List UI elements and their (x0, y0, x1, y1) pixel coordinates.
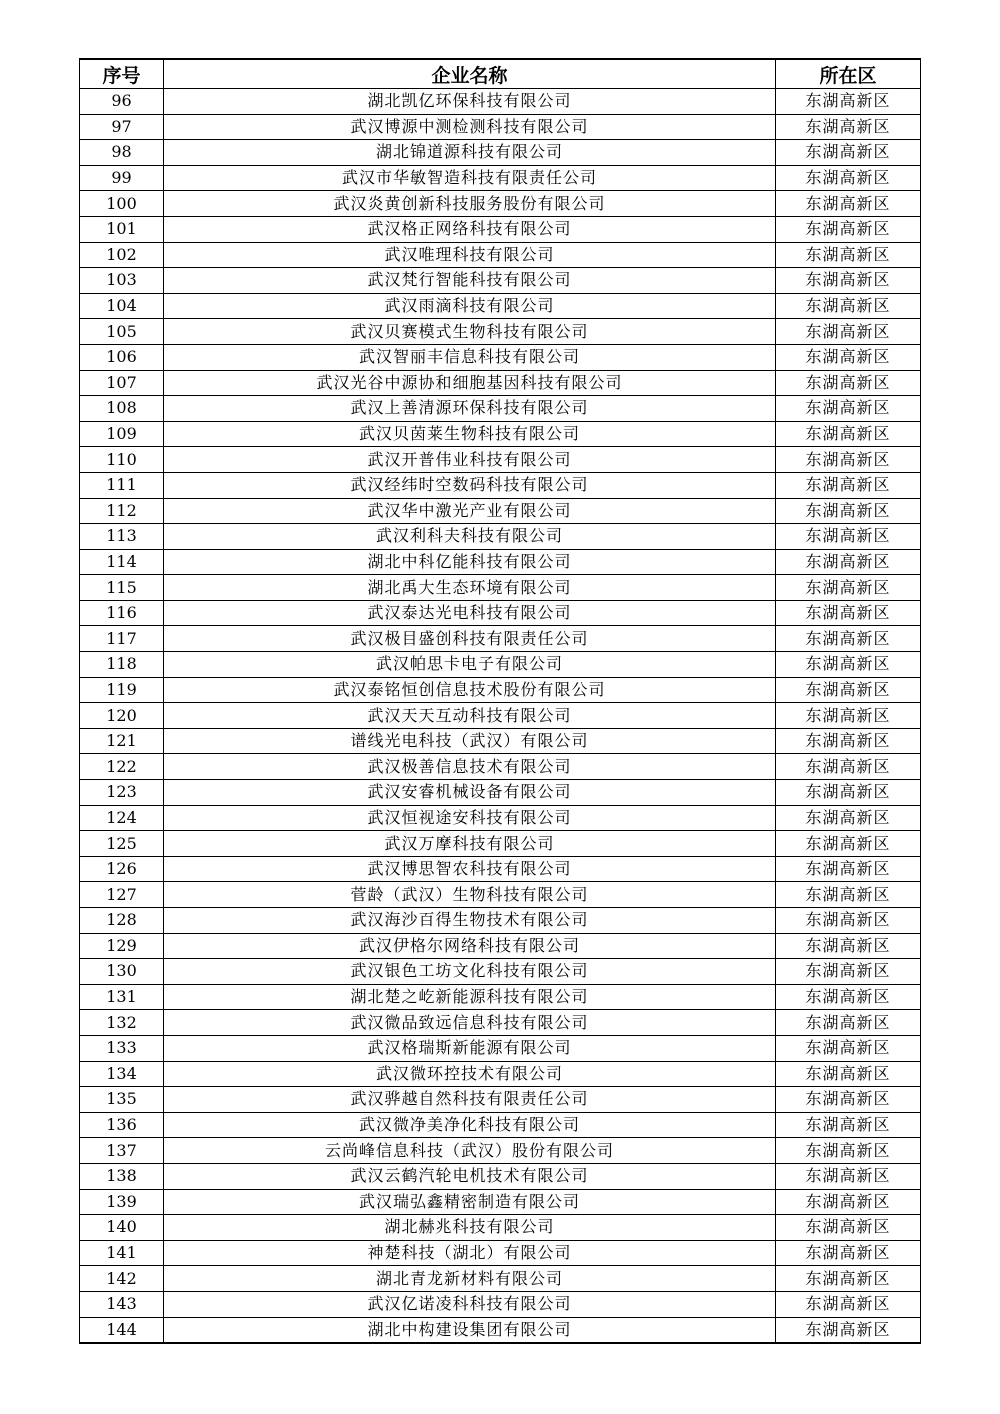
company-name: 武汉利科夫科技有限公司 (164, 524, 776, 550)
district: 东湖高新区 (776, 1035, 921, 1061)
company-name: 云尚峰信息科技（武汉）股份有限公司 (164, 1138, 776, 1164)
table-row (80, 89, 921, 115)
district: 东湖高新区 (776, 1291, 921, 1317)
district: 东湖高新区 (776, 421, 921, 447)
table-row (80, 652, 921, 678)
table-row (80, 114, 921, 140)
district: 东湖高新区 (776, 780, 921, 806)
table-row (80, 268, 921, 294)
row-index: 123 (80, 780, 164, 806)
table-row (80, 421, 921, 447)
district: 东湖高新区 (776, 498, 921, 524)
company-name: 湖北赫兆科技有限公司 (164, 1215, 776, 1241)
company-name: 谱线光电科技（武汉）有限公司 (164, 728, 776, 754)
company-name: 武汉天天互动科技有限公司 (164, 703, 776, 729)
district: 东湖高新区 (776, 1266, 921, 1292)
company-name: 武汉智丽丰信息科技有限公司 (164, 344, 776, 370)
row-index: 104 (80, 293, 164, 319)
district: 东湖高新区 (776, 344, 921, 370)
company-name: 湖北中科亿能科技有限公司 (164, 549, 776, 575)
company-name: 武汉光谷中源协和细胞基因科技有限公司 (164, 370, 776, 396)
table-row (80, 677, 921, 703)
table-row (80, 831, 921, 857)
table-row (80, 882, 921, 908)
row-index: 129 (80, 933, 164, 959)
company-name: 武汉贝赛模式生物科技有限公司 (164, 319, 776, 345)
company-name: 武汉经纬时空数码科技有限公司 (164, 472, 776, 498)
row-index: 119 (80, 677, 164, 703)
row-index: 143 (80, 1291, 164, 1317)
company-name: 武汉极善信息技术有限公司 (164, 754, 776, 780)
district: 东湖高新区 (776, 114, 921, 140)
district: 东湖高新区 (776, 984, 921, 1010)
company-name: 武汉微环控技术有限公司 (164, 1061, 776, 1087)
company-name: 武汉微品致远信息科技有限公司 (164, 1010, 776, 1036)
row-index: 117 (80, 626, 164, 652)
district: 东湖高新区 (776, 1317, 921, 1343)
company-name: 武汉梵行智能科技有限公司 (164, 268, 776, 294)
company-name: 武汉极目盛创科技有限责任公司 (164, 626, 776, 652)
district: 东湖高新区 (776, 165, 921, 191)
table-row (80, 165, 921, 191)
row-index: 140 (80, 1215, 164, 1241)
district: 东湖高新区 (776, 754, 921, 780)
row-index: 116 (80, 600, 164, 626)
row-index: 126 (80, 856, 164, 882)
row-index: 141 (80, 1240, 164, 1266)
table-row (80, 728, 921, 754)
table-row (80, 1035, 921, 1061)
district: 东湖高新区 (776, 140, 921, 166)
company-name: 武汉市华敏智造科技有限责任公司 (164, 165, 776, 191)
row-index: 99 (80, 165, 164, 191)
table-row (80, 933, 921, 959)
row-index: 128 (80, 908, 164, 934)
company-name: 湖北锦道源科技有限公司 (164, 140, 776, 166)
row-index: 114 (80, 549, 164, 575)
row-index: 125 (80, 831, 164, 857)
table-row (80, 703, 921, 729)
table-row (80, 1215, 921, 1241)
row-index: 100 (80, 191, 164, 217)
table-row (80, 1266, 921, 1292)
company-name: 武汉微净美净化科技有限公司 (164, 1112, 776, 1138)
table-row (80, 1240, 921, 1266)
district: 东湖高新区 (776, 1061, 921, 1087)
table-row (80, 600, 921, 626)
row-index: 97 (80, 114, 164, 140)
table-row (80, 1291, 921, 1317)
table-row (80, 1163, 921, 1189)
row-index: 121 (80, 728, 164, 754)
district: 东湖高新区 (776, 882, 921, 908)
district: 东湖高新区 (776, 370, 921, 396)
district: 东湖高新区 (776, 728, 921, 754)
district: 东湖高新区 (776, 652, 921, 678)
row-index: 101 (80, 216, 164, 242)
district: 东湖高新区 (776, 677, 921, 703)
district: 东湖高新区 (776, 575, 921, 601)
row-index: 130 (80, 959, 164, 985)
row-index: 115 (80, 575, 164, 601)
row-index: 132 (80, 1010, 164, 1036)
row-index: 137 (80, 1138, 164, 1164)
table-row (80, 396, 921, 422)
company-name: 武汉安睿机械设备有限公司 (164, 780, 776, 806)
table-row (80, 856, 921, 882)
table-row (80, 524, 921, 550)
row-index: 138 (80, 1163, 164, 1189)
district: 东湖高新区 (776, 268, 921, 294)
table-row (80, 293, 921, 319)
header-company-name: 企业名称 (164, 59, 776, 89)
district: 东湖高新区 (776, 1112, 921, 1138)
company-name: 武汉骅越自然科技有限责任公司 (164, 1087, 776, 1113)
table-row (80, 1317, 921, 1343)
district: 东湖高新区 (776, 1189, 921, 1215)
table-row (80, 626, 921, 652)
header-index: 序号 (80, 59, 164, 89)
row-index: 133 (80, 1035, 164, 1061)
row-index: 142 (80, 1266, 164, 1292)
district: 东湖高新区 (776, 600, 921, 626)
table-row (80, 549, 921, 575)
district: 东湖高新区 (776, 1138, 921, 1164)
row-index: 102 (80, 242, 164, 268)
district: 东湖高新区 (776, 831, 921, 857)
row-index: 127 (80, 882, 164, 908)
row-index: 96 (80, 89, 164, 115)
table-row (80, 447, 921, 473)
table-row (80, 140, 921, 166)
company-name: 武汉博源中测检测科技有限公司 (164, 114, 776, 140)
company-name: 武汉华中激光产业有限公司 (164, 498, 776, 524)
company-name: 湖北青龙新材料有限公司 (164, 1266, 776, 1292)
row-index: 136 (80, 1112, 164, 1138)
company-name: 武汉雨滴科技有限公司 (164, 293, 776, 319)
district: 东湖高新区 (776, 1215, 921, 1241)
table-row (80, 319, 921, 345)
company-name: 武汉格瑞斯新能源有限公司 (164, 1035, 776, 1061)
district: 东湖高新区 (776, 626, 921, 652)
company-name: 湖北禹大生态环境有限公司 (164, 575, 776, 601)
table-row (80, 754, 921, 780)
row-index: 139 (80, 1189, 164, 1215)
table-row (80, 472, 921, 498)
row-index: 124 (80, 805, 164, 831)
company-name: 武汉开普伟业科技有限公司 (164, 447, 776, 473)
table-row (80, 344, 921, 370)
company-name: 武汉泰达光电科技有限公司 (164, 600, 776, 626)
district: 东湖高新区 (776, 1087, 921, 1113)
row-index: 98 (80, 140, 164, 166)
table-row (80, 242, 921, 268)
company-name: 湖北楚之屹新能源科技有限公司 (164, 984, 776, 1010)
company-name: 武汉万摩科技有限公司 (164, 831, 776, 857)
district: 东湖高新区 (776, 472, 921, 498)
district: 东湖高新区 (776, 524, 921, 550)
table-row (80, 191, 921, 217)
row-index: 122 (80, 754, 164, 780)
district: 东湖高新区 (776, 216, 921, 242)
company-name: 湖北中构建设集团有限公司 (164, 1317, 776, 1343)
table-row (80, 984, 921, 1010)
company-name: 湖北凯亿环保科技有限公司 (164, 89, 776, 115)
table-row (80, 1010, 921, 1036)
row-index: 105 (80, 319, 164, 345)
table-row (80, 805, 921, 831)
district: 东湖高新区 (776, 933, 921, 959)
district: 东湖高新区 (776, 89, 921, 115)
company-name: 武汉伊格尔网络科技有限公司 (164, 933, 776, 959)
company-name: 武汉上善清源环保科技有限公司 (164, 396, 776, 422)
company-name: 武汉唯理科技有限公司 (164, 242, 776, 268)
row-index: 109 (80, 421, 164, 447)
company-name: 菅龄（武汉）生物科技有限公司 (164, 882, 776, 908)
row-index: 107 (80, 370, 164, 396)
row-index: 135 (80, 1087, 164, 1113)
table-row (80, 1138, 921, 1164)
company-name: 神楚科技（湖北）有限公司 (164, 1240, 776, 1266)
district: 东湖高新区 (776, 908, 921, 934)
company-name: 武汉帕思卡电子有限公司 (164, 652, 776, 678)
district: 东湖高新区 (776, 242, 921, 268)
row-index: 113 (80, 524, 164, 550)
district: 东湖高新区 (776, 549, 921, 575)
row-index: 108 (80, 396, 164, 422)
district: 东湖高新区 (776, 703, 921, 729)
company-name: 武汉炎黄创新科技服务股份有限公司 (164, 191, 776, 217)
district: 东湖高新区 (776, 293, 921, 319)
district: 东湖高新区 (776, 1010, 921, 1036)
table-row (80, 1112, 921, 1138)
table-row (80, 959, 921, 985)
row-index: 112 (80, 498, 164, 524)
company-name: 武汉贝茵莱生物科技有限公司 (164, 421, 776, 447)
table-row (80, 1189, 921, 1215)
district: 东湖高新区 (776, 959, 921, 985)
district: 东湖高新区 (776, 1240, 921, 1266)
table-row (80, 575, 921, 601)
company-name: 武汉格正网络科技有限公司 (164, 216, 776, 242)
table-row (80, 780, 921, 806)
table-row (80, 370, 921, 396)
header-district: 所在区 (776, 59, 921, 89)
district: 东湖高新区 (776, 1163, 921, 1189)
district: 东湖高新区 (776, 396, 921, 422)
district: 东湖高新区 (776, 805, 921, 831)
row-index: 111 (80, 472, 164, 498)
district: 东湖高新区 (776, 856, 921, 882)
row-index: 131 (80, 984, 164, 1010)
header-row (80, 59, 921, 89)
row-index: 134 (80, 1061, 164, 1087)
company-name: 武汉亿诺凌科科技有限公司 (164, 1291, 776, 1317)
row-index: 103 (80, 268, 164, 294)
company-name: 武汉博思智农科技有限公司 (164, 856, 776, 882)
row-index: 144 (80, 1317, 164, 1343)
district: 东湖高新区 (776, 447, 921, 473)
table-row (80, 1061, 921, 1087)
row-index: 106 (80, 344, 164, 370)
table-row (80, 908, 921, 934)
district: 东湖高新区 (776, 319, 921, 345)
table-row (80, 1087, 921, 1113)
company-name: 武汉瑞弘鑫精密制造有限公司 (164, 1189, 776, 1215)
row-index: 120 (80, 703, 164, 729)
table-row (80, 498, 921, 524)
table-header (80, 59, 921, 89)
company-name: 武汉云鹤汽轮电机技术有限公司 (164, 1163, 776, 1189)
district: 东湖高新区 (776, 191, 921, 217)
company-name: 武汉海沙百得生物技术有限公司 (164, 908, 776, 934)
company-name: 武汉恒视途安科技有限公司 (164, 805, 776, 831)
row-index: 118 (80, 652, 164, 678)
table-row (80, 216, 921, 242)
row-index: 110 (80, 447, 164, 473)
table-body (80, 89, 921, 1344)
company-name: 武汉银色工坊文化科技有限公司 (164, 959, 776, 985)
company-name: 武汉泰铭恒创信息技术股份有限公司 (164, 677, 776, 703)
enterprise-list-table (79, 58, 921, 1344)
